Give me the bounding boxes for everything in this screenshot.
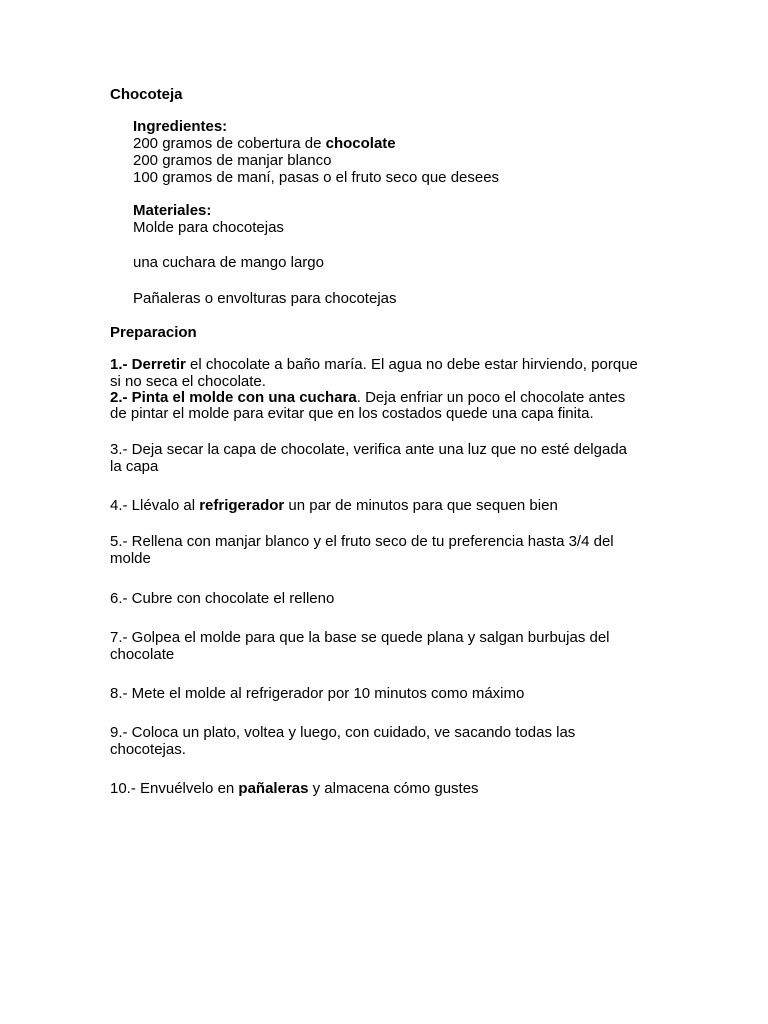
step-9-line-1: 9.- Coloca un plato, voltea y luego, con cuidado, ve sacando todas las bbox=[110, 724, 576, 741]
step-2-line-2: de pintar el molde para evitar que en los costados quede una capa finita. bbox=[110, 405, 594, 422]
ingredient-item: 100 gramos de maní, pasas o el fruto seco que desees bbox=[133, 169, 500, 186]
step-7-line-2: chocolate bbox=[110, 646, 175, 663]
step-bold-text: 1.- Derretir bbox=[110, 356, 186, 373]
step-bold-text: 2.- Pinta el molde con una cuchara bbox=[110, 389, 357, 406]
ingredient-item: 200 gramos de manjar blanco bbox=[133, 152, 332, 169]
ingredient-bold-text: chocolate bbox=[325, 135, 396, 152]
step-bold-text: refrigerador bbox=[199, 497, 285, 514]
step-9-line-2: chocotejas. bbox=[110, 741, 186, 758]
materials-heading: Materiales: bbox=[133, 202, 212, 219]
step-5-line-2: molde bbox=[110, 550, 151, 567]
preparation-heading: Preparacion bbox=[110, 324, 197, 341]
step-1-line-2: si no seca el chocolate. bbox=[110, 373, 266, 390]
material-item: Pañaleras o envolturas para chocotejas bbox=[133, 290, 397, 307]
ingredient-item bbox=[133, 135, 396, 152]
step-1-line-1 bbox=[110, 356, 638, 373]
ingredients-heading: Ingredientes: bbox=[133, 118, 228, 135]
step-6: 6.- Cubre con chocolate el relleno bbox=[110, 590, 335, 607]
step-text: 4.- Llévalo al bbox=[110, 497, 200, 514]
step-2-line-1 bbox=[110, 389, 625, 406]
material-item: Molde para chocotejas bbox=[133, 219, 284, 236]
material-item: una cuchara de mango largo bbox=[133, 254, 324, 271]
step-10 bbox=[110, 780, 479, 797]
step-text: . Deja enfriar un poco el chocolate antes bbox=[356, 389, 626, 406]
step-text: el chocolate a baño maría. El agua no debe estar hirviendo, porque bbox=[185, 356, 638, 373]
step-3-line-2: la capa bbox=[110, 458, 159, 475]
ingredient-text: 200 gramos de cobertura de bbox=[133, 135, 326, 152]
step-8: 8.- Mete el molde al refrigerador por 10 minutos como máximo bbox=[110, 685, 525, 702]
step-text: un par de minutos para que sequen bien bbox=[284, 497, 558, 514]
step-text: y almacena cómo gustes bbox=[308, 780, 479, 797]
document-title: Chocoteja bbox=[110, 86, 183, 103]
step-4 bbox=[110, 497, 558, 514]
step-5-line-1: 5.- Rellena con manjar blanco y el fruto seco de tu preferencia hasta 3/4 del bbox=[110, 533, 614, 550]
step-bold-text: pañaleras bbox=[238, 780, 309, 797]
step-3-line-1: 3.- Deja secar la capa de chocolate, verifica ante una luz que no esté delgada bbox=[110, 441, 628, 458]
step-text: 10.- Envuélvelo en bbox=[110, 780, 239, 797]
step-7-line-1: 7.- Golpea el molde para que la base se quede plana y salgan burbujas del bbox=[110, 629, 610, 646]
